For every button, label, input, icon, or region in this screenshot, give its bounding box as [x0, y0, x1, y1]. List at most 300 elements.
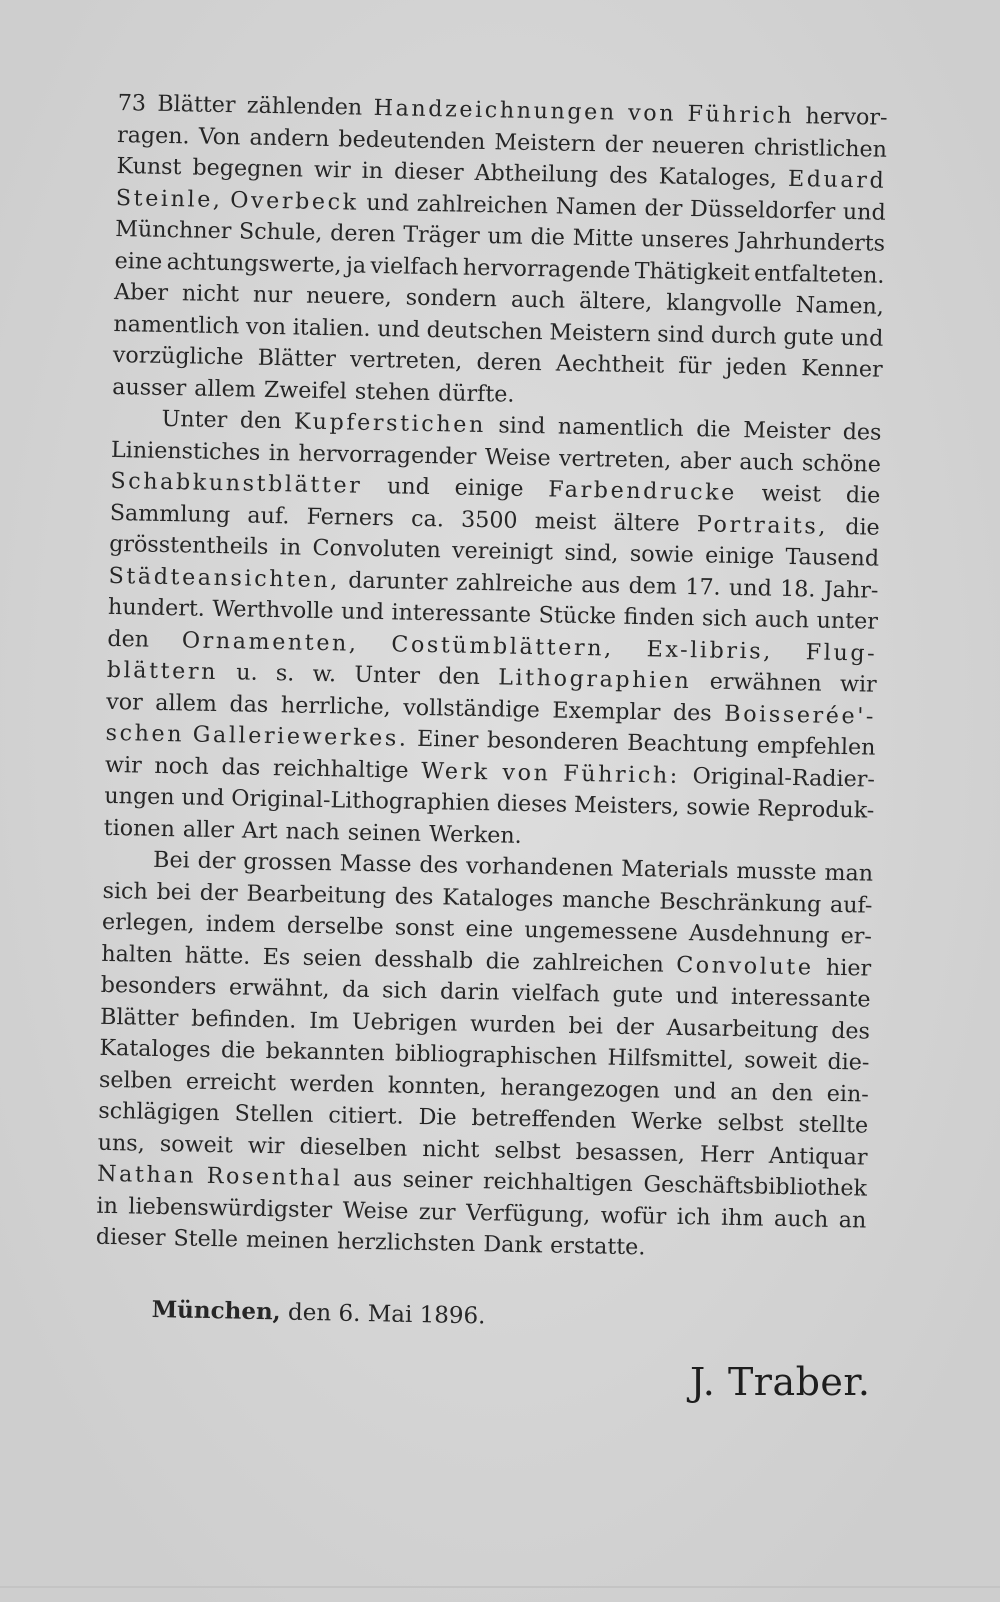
word: Kataloges,: [658, 163, 778, 192]
word: der: [615, 1013, 655, 1040]
word: und: [842, 198, 886, 226]
word: vielfach: [370, 252, 459, 281]
word: Namen: [555, 192, 638, 221]
word: eine: [114, 247, 163, 275]
date: den 6. Mai 1896.: [287, 1299, 486, 1330]
word: Handzeichnungen: [373, 94, 618, 126]
word: reichhaltigen: [482, 1168, 634, 1198]
word: Eduard: [787, 165, 887, 194]
word: dieser: [393, 158, 464, 186]
word: erwähnt,: [228, 974, 330, 1003]
word: Jahr-: [823, 576, 879, 604]
word: nach: [285, 817, 341, 845]
word: blättern: [106, 656, 219, 686]
word: Meistern: [549, 318, 651, 347]
word: jeden: [725, 353, 788, 381]
word: Blätter: [257, 344, 337, 373]
word: klangvolle: [666, 289, 782, 318]
word: für: [678, 352, 712, 380]
word: soweit: [744, 1047, 818, 1075]
word: reichhaltige: [272, 754, 409, 784]
word: Kupferstichen: [293, 408, 487, 439]
word: in: [268, 439, 291, 466]
word: erstatte.: [549, 1232, 646, 1261]
word: um: [487, 223, 524, 250]
word: der: [199, 879, 239, 906]
word: man: [824, 859, 874, 887]
word: Steinle,: [115, 184, 223, 213]
word: deutschen: [426, 316, 543, 345]
word: Antiquar: [768, 1142, 868, 1171]
word: Verfügung,: [465, 1199, 591, 1228]
word: s.: [275, 660, 295, 687]
word: den: [107, 625, 150, 653]
word: hervorragender: [298, 440, 477, 470]
word: Unter: [161, 405, 228, 434]
word: zur: [418, 1198, 456, 1226]
word: vorhandenen: [465, 852, 614, 882]
word: sind: [498, 412, 546, 440]
word: hier: [825, 954, 872, 982]
word: dieselben: [299, 1133, 408, 1162]
word: hundert.: [107, 593, 206, 622]
word: gute: [612, 981, 664, 1009]
word: das: [221, 753, 261, 781]
word: Ausdehnung: [688, 920, 830, 949]
word: bei: [156, 878, 192, 906]
word: Bei: [152, 846, 190, 874]
word: unter: [816, 607, 879, 635]
word: 18.: [779, 575, 816, 602]
word: eine: [465, 915, 514, 943]
word: entfalteten.: [753, 259, 885, 289]
word: nicht: [422, 1135, 480, 1163]
word: herzlichsten: [336, 1228, 476, 1258]
word: wir: [839, 670, 877, 698]
word: vor: [105, 688, 143, 716]
word: Im: [308, 1007, 340, 1034]
word: neueren: [651, 131, 746, 160]
word: Farbendrucke: [548, 476, 738, 506]
body-text: [96, 88, 888, 1268]
word: durch: [710, 321, 777, 350]
word: besonderen: [486, 727, 619, 756]
word: auch: [754, 606, 810, 634]
word: sowie: [686, 794, 751, 822]
word: Kataloges: [99, 1034, 211, 1063]
word: liebenswürdigster: [128, 1192, 333, 1223]
word: an: [838, 1206, 867, 1234]
word: derselbe: [286, 912, 384, 941]
word: Schabkunstblätter: [110, 467, 363, 499]
word: ihm: [720, 1204, 764, 1232]
word: Dank: [483, 1231, 543, 1259]
word: deren: [329, 220, 396, 248]
word: Blätter: [157, 90, 236, 119]
word: ca.: [410, 505, 445, 532]
word: neuere,: [305, 282, 393, 311]
word: befinden.: [191, 1005, 297, 1034]
word: vollständige: [403, 694, 541, 723]
word: Convoluten: [312, 534, 441, 564]
word: andern: [249, 124, 330, 152]
word: Costümblättern,: [391, 630, 615, 662]
word: Galleriewerkes.: [192, 721, 409, 752]
word: die: [530, 223, 566, 251]
word: Stelle: [173, 1225, 239, 1253]
word: Meister: [742, 417, 831, 445]
word: Original-Lithographien: [230, 785, 491, 817]
word: halten: [101, 940, 173, 968]
word: ein-: [826, 1080, 870, 1108]
word: Meisters,: [573, 791, 680, 820]
word: vielfach: [511, 979, 601, 1008]
word: darin: [439, 978, 500, 1006]
word: interessante: [730, 983, 871, 1013]
word: sonst: [394, 914, 455, 942]
word: und: [840, 324, 884, 352]
word: erwähnen: [709, 668, 822, 697]
word: und: [728, 574, 773, 602]
word: ragen.: [116, 121, 190, 149]
word: ja: [345, 251, 367, 279]
word: herrliche,: [280, 691, 391, 720]
word: Namen,: [795, 292, 885, 320]
word: Convolute: [675, 951, 814, 981]
word: Schule,: [238, 218, 323, 246]
word: den: [239, 407, 282, 435]
word: achtungswerte,: [166, 248, 342, 278]
word: einige: [704, 542, 775, 570]
word: Ex-libris,: [646, 635, 774, 665]
word: grösstentheils: [108, 530, 269, 560]
word: Kataloges: [442, 883, 554, 913]
word: ältere,: [578, 287, 653, 316]
word: weist: [761, 480, 822, 508]
word: die-: [827, 1048, 870, 1076]
word: seien: [302, 944, 363, 972]
word: Ausarbeitung: [666, 1014, 819, 1044]
word: an: [729, 1078, 758, 1105]
word: nur: [252, 281, 293, 309]
word: zahlreichen: [532, 948, 665, 978]
signature: J. Traber.: [690, 1360, 871, 1404]
word: schlägigen: [98, 1097, 220, 1127]
word: Unter: [354, 661, 421, 689]
word: Beachtung: [627, 729, 749, 759]
word: noch: [154, 752, 210, 780]
word: meist: [534, 507, 597, 535]
word: und: [181, 784, 225, 812]
word: dieser: [95, 1223, 166, 1252]
word: darunter: [348, 567, 448, 595]
word: indem: [205, 910, 276, 939]
word: nicht: [181, 280, 240, 308]
word: bei: [568, 1012, 604, 1039]
word: die: [845, 482, 881, 509]
word: seiner: [402, 1166, 473, 1195]
word: uns,: [97, 1129, 146, 1157]
word: Die: [418, 1103, 457, 1131]
word: Werken.: [428, 820, 523, 849]
word: erreicht: [185, 1067, 277, 1096]
word: citiert.: [328, 1102, 404, 1130]
word: dürfte.: [437, 379, 515, 408]
word: des: [672, 699, 712, 727]
word: und: [340, 598, 385, 626]
word: in: [361, 157, 384, 185]
word: des: [608, 162, 649, 190]
word: bekannten: [265, 1038, 385, 1067]
word: von: [627, 99, 677, 127]
word: konnten,: [387, 1071, 487, 1100]
word: wir: [247, 1132, 285, 1159]
word: aus: [581, 571, 621, 599]
word: namentlich: [557, 413, 684, 442]
word: begegnen: [192, 154, 304, 183]
page-edge-line: [0, 1586, 1000, 1588]
word: aber: [679, 447, 732, 475]
word: Kenner: [800, 355, 883, 383]
word: sondern: [405, 284, 498, 313]
word: manche: [561, 886, 651, 914]
word: von: [245, 313, 287, 340]
word: Werk: [421, 757, 491, 785]
word: sich: [701, 605, 748, 633]
word: auch: [510, 286, 566, 314]
word: da: [341, 976, 370, 1003]
word: Städteansichten,: [108, 562, 341, 593]
word: selbst: [717, 1109, 784, 1137]
word: werden: [289, 1069, 375, 1098]
word: und: [377, 315, 421, 343]
word: in: [279, 534, 302, 561]
word: Träger: [402, 221, 481, 249]
word: stellte: [798, 1111, 869, 1139]
word: wir: [104, 751, 142, 779]
word: vorzügliche: [112, 341, 244, 371]
word: Geschäftsbibliothek: [643, 1171, 868, 1202]
word: wurden: [469, 1010, 556, 1039]
word: vertreten,: [349, 346, 463, 375]
word: zählenden: [246, 92, 363, 121]
word: der: [644, 194, 683, 222]
word: Art: [241, 817, 278, 844]
word: Führich:: [562, 760, 681, 789]
word: Stellen: [234, 1100, 314, 1128]
word: Uebrigen: [351, 1008, 458, 1037]
word: Bearbeitung: [246, 880, 387, 909]
word: Meistern: [494, 128, 596, 157]
word: unseres: [640, 226, 730, 254]
word: Linienstiches: [110, 436, 261, 466]
word: Zweifel: [263, 376, 348, 404]
word: die: [485, 947, 521, 975]
word: empfehlen: [756, 732, 876, 761]
word: sich: [102, 877, 149, 905]
word: grossen: [243, 848, 333, 877]
word: bibliographischen: [394, 1040, 598, 1071]
word: desshalb: [374, 945, 474, 974]
word: namentlich: [113, 310, 240, 339]
word: aller: [182, 815, 235, 843]
word: ältere: [613, 509, 680, 537]
word: Lithographien: [497, 664, 692, 695]
word: Ornamenten,: [181, 626, 359, 657]
word: ungen: [104, 782, 175, 811]
word: u.: [236, 659, 258, 686]
word: Nathan: [96, 1160, 197, 1189]
word: Es: [262, 943, 291, 970]
word: Boisserée'-: [724, 700, 877, 730]
word: Reproduk-: [756, 795, 875, 824]
word: auch: [773, 1205, 829, 1233]
word: Mitte: [572, 224, 634, 252]
word: Düsseldorfer: [689, 195, 836, 225]
word: meinen: [245, 1226, 330, 1255]
word: 3500: [460, 506, 518, 534]
word: Exemplar: [552, 696, 661, 726]
word: zahlreiche: [455, 569, 574, 598]
word: auf.: [247, 502, 290, 529]
word: den: [771, 1079, 814, 1107]
word: und: [675, 982, 719, 1010]
word: Blätter: [99, 1003, 179, 1031]
word: Von: [198, 123, 241, 150]
word: Thätigkeit: [634, 257, 751, 286]
word: finden: [623, 603, 695, 632]
word: soweit: [159, 1130, 234, 1158]
word: aus: [352, 1165, 393, 1193]
word: selbst: [494, 1136, 561, 1165]
word: dieses: [496, 790, 568, 818]
word: er-: [840, 923, 873, 950]
word: 73: [117, 89, 147, 117]
word: des: [394, 882, 434, 910]
word: Original-Radier-: [692, 762, 876, 793]
word: herangezogen: [500, 1074, 661, 1104]
word: einige: [454, 474, 524, 502]
word: schöne: [801, 449, 882, 478]
word: Führich: [687, 100, 795, 129]
word: des: [419, 851, 459, 879]
word: des: [842, 418, 882, 446]
word: der: [197, 847, 236, 875]
word: Herr: [699, 1140, 755, 1168]
word: Werthvolle: [212, 595, 334, 625]
word: Aber: [113, 278, 169, 306]
word: Portraits,: [696, 510, 829, 540]
word: in: [96, 1192, 119, 1219]
word: Weise: [342, 1197, 409, 1225]
word: Flug-: [805, 638, 878, 667]
word: Münchner: [115, 215, 232, 245]
word: sowie: [629, 540, 695, 569]
word: Materials: [620, 855, 729, 884]
word: und: [673, 1077, 717, 1105]
word: wir: [313, 156, 351, 184]
word: Masse: [339, 850, 412, 878]
word: auch: [739, 448, 794, 476]
word: Kunst: [116, 152, 182, 181]
word: des: [830, 1017, 871, 1045]
word: interessante: [391, 599, 532, 629]
word: betreffenden: [471, 1104, 617, 1134]
word: w.: [312, 660, 337, 688]
word: besonders: [100, 971, 217, 1001]
word: die: [695, 416, 731, 443]
word: Rosenthal: [206, 1162, 343, 1192]
word: Jahrhunderts: [736, 227, 886, 257]
word: der: [604, 130, 644, 158]
city: München,: [151, 1296, 281, 1326]
word: Aechtheit: [555, 350, 665, 379]
word: vertreten,: [558, 445, 672, 474]
word: vereinigt: [451, 537, 554, 566]
word: gute: [783, 323, 835, 351]
word: Stücke: [538, 602, 617, 630]
word: hätte.: [184, 941, 251, 970]
word: Abtheilung: [474, 159, 599, 189]
word: hervor-: [805, 103, 888, 131]
word: zahlreichen: [416, 190, 549, 219]
word: Hilfsmittel,: [607, 1044, 735, 1074]
word: musste: [736, 858, 817, 886]
word: Werke: [630, 1108, 703, 1136]
word: und: [366, 189, 410, 217]
word: sind,: [564, 539, 619, 567]
word: italien.: [292, 313, 371, 342]
word: Einer: [416, 725, 479, 754]
word: seinen: [347, 819, 422, 847]
word: ich: [676, 1203, 711, 1231]
word: sich: [381, 977, 428, 1005]
word: tionen: [103, 814, 176, 842]
word: sind: [657, 320, 705, 348]
word: Overbeck: [230, 186, 359, 216]
word: Tausend: [785, 543, 880, 572]
word: auf-: [829, 891, 873, 919]
word: die: [845, 513, 880, 541]
word: stehen: [354, 378, 431, 406]
place-and-date: [151, 1296, 485, 1329]
word: Beschränkung: [659, 888, 822, 918]
word: deren: [476, 348, 543, 377]
word: die: [220, 1037, 256, 1064]
word: das: [229, 690, 269, 718]
word: schen: [105, 719, 185, 748]
word: bedeutenden: [338, 125, 486, 155]
word: ausser: [112, 373, 187, 401]
word: wofür: [600, 1201, 667, 1230]
word: dem: [628, 572, 678, 600]
word: allem: [194, 375, 257, 403]
word: ungemessene: [524, 916, 679, 946]
word: erlegen,: [101, 908, 195, 937]
word: Sammlung: [109, 499, 231, 528]
word: 17.: [685, 573, 721, 601]
word: allem: [155, 689, 218, 717]
word: besassen,: [575, 1138, 686, 1167]
word: hervorragende: [462, 254, 631, 284]
word: und: [386, 473, 431, 501]
word: den: [438, 663, 481, 691]
word: Weise: [484, 443, 551, 471]
word: Ferners: [306, 503, 395, 531]
word: von: [502, 759, 551, 786]
word: selben: [98, 1066, 173, 1094]
word: christlichen: [753, 133, 888, 163]
